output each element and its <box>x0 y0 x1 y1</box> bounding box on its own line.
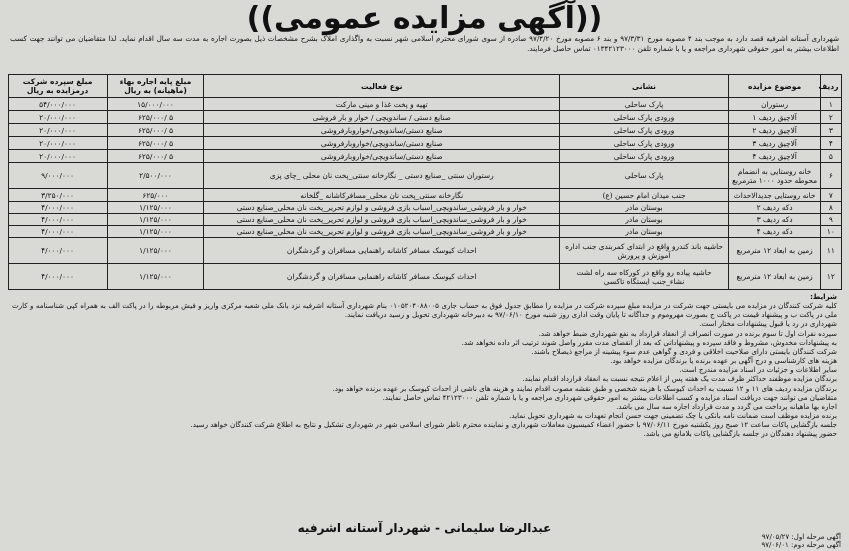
condition-item: حضور پیشنهاد دهندگان در جلسه بازگشایی پاکات بلامانع می باشد. <box>643 429 837 439</box>
table-row <box>8 264 841 290</box>
notice-title: ((آگهی مزایده عمومی)) <box>246 1 603 36</box>
cell-rent: ۱/۱۲۵/۰۰۰ <box>107 226 204 238</box>
cell-subject: آلاچیق ردیف ۱ <box>728 111 820 124</box>
table-row <box>8 150 841 163</box>
condition-item: جلسه بازگشایی پاکات ساعت ۱۲ صبح روز یکشنبه مورخ ۹۷/۰۶/۱۱ با حضور اعضاء کمیسیون معاملات شهرداری و نماینده محترم ناظر شورای اسلامی شهر در شهرداری تشکیل و نتایج به اطلاع شرکت کنندگان خواهد رسید. <box>190 420 837 430</box>
cell-subject: دکه ردیف ۴ <box>728 226 820 238</box>
cell-radif: ۱۰ <box>821 226 841 238</box>
condition-item: برندگان مزایده موظفند حداکثر ظرف مدت یک هفته پس از اعلام نتیجه نسبت به انعقاد قرارداد اقدام نمایند. <box>522 374 837 384</box>
cell-deposit: ۴/۰۰۰/۰۰۰ <box>8 238 107 264</box>
cell-subject: دکه ردیف ۳ <box>728 214 820 226</box>
table-row <box>8 189 841 202</box>
cell-subject: خانه روستایی جدیدالاحداث <box>728 189 820 202</box>
cell-radif: ۳ <box>821 124 841 137</box>
cell-radif: ۱ <box>821 98 841 111</box>
cell-deposit: ۲۰/۰۰۰/۰۰۰ <box>8 137 107 150</box>
cell-radif: ۱۲ <box>821 264 841 290</box>
cell-rent: ۱/۱۲۵/۰۰۰ <box>107 238 204 264</box>
cell-rent: ۱/۱۲۵/۰۰۰ <box>107 264 204 290</box>
cell-rent: ۱۵/۰۰۰/۰۰۰ <box>107 98 204 111</box>
cell-radif: ۵ <box>821 150 841 163</box>
cell-address: جنب میدان امام حسین (ع) <box>560 189 729 202</box>
cell-rent: ۱/۱۲۵/۰۰۰ <box>107 214 204 226</box>
table-row <box>8 238 841 264</box>
cell-deposit: ۴/۰۰۰/۰۰۰ <box>8 214 107 226</box>
header-rent: مبلغ پایه اجاره بهاء (ماهیانه) به ریال <box>107 75 204 98</box>
cell-subject: آلاچیق ردیف ۳ <box>728 137 820 150</box>
cell-rent: ۵ /۶۲۵/۰۰۰ <box>107 124 204 137</box>
cell-radif: ۷ <box>821 189 841 202</box>
cell-subject: رستوران <box>728 98 820 111</box>
cell-rent: ۵ /۶۲۵/۰۰۰ <box>107 150 204 163</box>
cell-activity: صنایع دستی / ساندویچی / خوار و بار فروشی <box>204 111 560 124</box>
cell-address: پارک ساحلی <box>560 98 729 111</box>
header-deposit: مبلغ سپرده شرکت درمزایده به ریال <box>8 75 107 98</box>
cell-subject: آلاچیق ردیف ۲ <box>728 124 820 137</box>
cell-deposit: ۴/۰۰۰/۰۰۰ <box>8 264 107 290</box>
cell-deposit: ۴/۰۰۰/۰۰۰ <box>8 202 107 214</box>
cell-activity: نگارخانه سنتی_پخت نان محلی_مسافرکاشانه _گلخانه <box>204 189 560 202</box>
cell-activity: صنایع دستی/ساندویچی/خواروبارفروشی <box>204 124 560 137</box>
header-activity: نوع فعالیت <box>204 75 560 98</box>
cell-activity: تهیه و پخت غذا و مینی مارکت <box>204 98 560 111</box>
cell-address: حاشیه پیاده رو واقع در کورکاه سه راه لشت نشاء_جنب ایستگاه تاکسی <box>560 264 729 290</box>
cell-address: ورودی پارک ساحلی <box>560 150 729 163</box>
cell-activity: خوار و بار فروشی_ساندویچی_اسباب بازی فروشی و لوازم تحریر_پخت نان محلی_صنایع دستی <box>204 214 560 226</box>
condition-item: اجاره بها ماهیانه پرداخت می گردد و مدت قرارداد اجاره سه سال می باشد. <box>616 401 837 411</box>
cell-radif: ۹ <box>821 214 841 226</box>
first-publication-date: آگهی مرحله اول: ۹۷/۰۵/۲۷ <box>761 533 841 541</box>
cell-deposit: ۹/۰۰۰/۰۰۰ <box>8 163 107 189</box>
cell-radif: ۴ <box>821 137 841 150</box>
condition-item: برنده مزایده موظف است ضمانت نامه بانکی یا چک تضمینی جهت حسن انجام تعهدات به شهرداری تحویل نماید. <box>509 411 837 421</box>
cell-radif: ۲ <box>821 111 841 124</box>
table-body <box>8 98 841 290</box>
table-row <box>8 163 841 189</box>
cell-address: بوستان مادر <box>560 226 729 238</box>
cell-subject: دکه ردیف ۲ <box>728 202 820 214</box>
conditions-section <box>12 292 838 439</box>
table-row <box>8 124 841 137</box>
cell-activity: صنایع دستی/ساندویچی/خواروبارفروشی <box>204 150 560 163</box>
table-row <box>8 202 841 214</box>
cell-address: بوستان مادر <box>560 214 729 226</box>
cell-rent: ۵ /۶۲۵/۰۰۰ <box>107 137 204 150</box>
second-publication-date: آگهی مرحله دوم: ۹۷/۰۶/۰۱ <box>761 541 841 549</box>
cell-rent: ۶۲۵/۰۰۰ <box>107 189 204 202</box>
cell-activity: خوار و بار فروشی_ساندویچی_اسباب بازی فروشی و لوازم تحریر_پخت نان محلی_صنایع دستی <box>204 202 560 214</box>
cell-radif: ۶ <box>821 163 841 189</box>
condition-item: برندگان مزایده ردیف های ۱۱ و ۱۲ نسبت به احداث کیوسک با هزینه شخصی و طبق نقشه مصوب اقدام نمایند و هزینه های ناشی از احداث کیوسک بر عهده برنده خواهد بود. <box>332 383 837 393</box>
cell-activity: خوار و بار فروشی_ساندویچی_اسباب بازی فروشی و لوازم تحریر_پخت نان محلی_صنایع دستی <box>204 226 560 238</box>
table-row <box>8 214 841 226</box>
condition-item: هزینه های کارشناسی و درج آگهی بر عهده برنده یا برندگان مزایده خواهد بود. <box>610 356 837 366</box>
cell-address: حاشیه باند کندرو واقع در ابتدای کمربندی جنب اداره آموزش و پرورش <box>560 238 729 264</box>
cell-activity: صنایع دستی/ساندویچی/خواروبارفروشی <box>204 137 560 150</box>
cell-rent: ۵ /۶۲۵/۰۰۰ <box>107 111 204 124</box>
cell-address: بوستان مادر <box>560 202 729 214</box>
cell-deposit: ۲۰/۰۰۰/۰۰۰ <box>8 150 107 163</box>
cell-radif: ۸ <box>821 202 841 214</box>
cell-rent: ۱/۱۲۵/۰۰۰ <box>107 202 204 214</box>
condition-item: به پیشنهادات مخدوش، مشروط و فاقد سپرده و پیشنهاداتی که بعد از انقضای مدت مقرر واصل شوند ترتیب اثر داده نخواهد شد. <box>461 337 837 347</box>
cell-deposit: ۲۰/۰۰۰/۰۰۰ <box>8 124 107 137</box>
table-row <box>8 137 841 150</box>
cell-activity: رستوران سنتی _صنایع دستی _ نگارخانه سنتی_پخت نان محلی _چای پزی <box>204 163 560 189</box>
condition-item: کلیه شرکت کنندگان در مزایده می بایستی جهت شرکت در مزایده مبلغ سپرده شرکت در مزایده را مطابق جدول فوق به حساب جاری ۰۱۰۵۲۰۴۰۸۸۰۰۵ بنام شهرداری آستانه اشرفیه نزد بانک ملی شعبه مرکزی واریز و فیش مربوطه را در پاکت الف به همراه کپی شناسنامه و کارت ملی در پاکت ب و پیشنهاد قیمت در پاکت ج بصورت مهروموم و جداگانه تا پایان وقت اداری روز شنبه مورخ ۹۷/۰۶/۱۰ به دبیرخانه شهرداری تحویل و رسید دریافت نمایند. <box>12 301 838 320</box>
header-subject: موضوع مزایده <box>728 75 820 98</box>
cell-deposit: ۲۰/۰۰۰/۰۰۰ <box>8 111 107 124</box>
cell-activity: احداث کیوسک مسافر کاشانه راهنمایی مسافران و گردشگران <box>204 264 560 290</box>
conditions-heading: شرایط: <box>810 292 837 301</box>
cell-address: پارک ساحلی <box>560 163 729 189</box>
table-row <box>8 226 841 238</box>
header-radif: ردیف <box>821 75 841 98</box>
cell-activity: احداث کیوسک مسافر کاشانه راهنمایی مسافران و گردشگران <box>204 238 560 264</box>
header-address: نشانی <box>560 75 729 98</box>
cell-address: ورودی پارک ساحلی <box>560 137 729 150</box>
condition-item: سایر اطلاعات و جزئیات در اسناد مزایده مندرج است. <box>679 365 837 375</box>
condition-item: سپرده نفرات اول تا سوم برنده در صورت انصراف از انعقاد قرارداد به نفع شهرداری ضبط خواهد شد. <box>538 328 837 338</box>
cell-rent: ۲/۵۰۰/۰۰۰ <box>107 163 204 189</box>
table-row <box>8 111 841 124</box>
cell-subject: خانه روستایی به انضمام محوطه حدود ۱۰۰۰ مترمربع <box>728 163 820 189</box>
cell-subject: زمین به ابعاد ۱۲ مترمربع <box>728 238 820 264</box>
cell-subject: زمین به ابعاد ۱۲ مترمربع <box>728 264 820 290</box>
condition-item: متقاضیان می توانند جهت دریافت اسناد مزایده و کسب اطلاعات بیشتر به امور حقوقی شهرداری مراجعه و یا با شماره تلفن ۴۲۱۲۳۰۰۰ تماس حاصل نمایند. <box>382 392 837 402</box>
cell-deposit: ۴/۰۰۰/۰۰۰ <box>8 226 107 238</box>
cell-deposit: ۵۴/۰۰۰/۰۰۰ <box>8 98 107 111</box>
cell-deposit: ۳/۲۵۰/۰۰۰ <box>8 189 107 202</box>
cell-radif: ۱۱ <box>821 238 841 264</box>
intro-paragraph: شهرداری آستانه اشرفیه قصد دارد به موجب بند ۴ مصوبه مورخ ۹۷/۳/۳۱ و بند ۶ مصوبه مورخ ۹۷/۴/۲۰ صادره از سوی شورای محترم اسلامی شهر نسبت به واگذاری املاک بشرح مشخصات ذیل بصورت اجاره به مدت سه سال اقدام نماید. لذا متقاضیان می توانند جهت کسب اطلاعات بیشتر به امور حقوقی شهرداری مراجعه و یا با شماره تلفن ۰۱۳۴۲۱۲۳۰۰۰ تماس حاصل فرمایند. <box>10 34 840 53</box>
table-row <box>8 98 841 111</box>
signature: عبدالرضا سلیمانی - شهردار آستانه اشرفیه <box>297 521 552 535</box>
condition-item: شهرداری در رد یا قبول پیشنهادات مختار است. <box>699 319 837 329</box>
publication-dates <box>762 533 842 549</box>
table-header-row <box>8 75 841 98</box>
cell-subject: آلاچیق ردیف ۴ <box>728 150 820 163</box>
cell-address: ورودی پارک ساحلی <box>560 124 729 137</box>
auction-table <box>8 74 842 290</box>
condition-item: شرکت کنندگان بایستی دارای صلاحیت اخلاقی و فردی و گواهی عدم سوء پیشینه از مراجع ذیصلاح باشند. <box>531 346 837 356</box>
cell-address: ورودی پارک ساحلی <box>560 111 729 124</box>
